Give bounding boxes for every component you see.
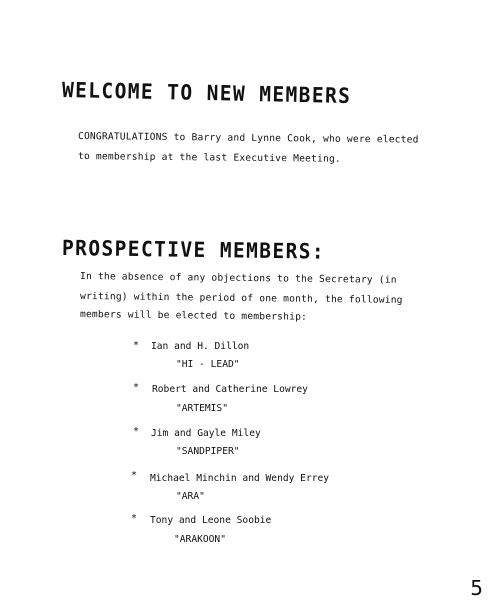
welcome-line-1: CONGRATULATIONS to Barry and Lynne Cook, who were elected: [77, 131, 419, 146]
member-boat: "ARAKOON": [174, 534, 226, 545]
prospective-line-1: In the absence of any objections to the Secretary (in: [79, 271, 397, 286]
bullet-star-icon: *: [131, 513, 138, 524]
prospective-line-2: writing) within the period of one month, the following: [79, 291, 403, 306]
bullet-star-icon: *: [133, 340, 140, 351]
member-names: Michael Minchin and Wendy Errey: [150, 473, 330, 484]
bullet-star-icon: *: [133, 382, 140, 393]
welcome-line-2: to membership at the last Executive Meeting.: [77, 151, 341, 165]
page-number: 5: [470, 576, 483, 600]
member-names: Tony and Leone Soobie: [150, 515, 272, 526]
member-names: Ian and H. Dillon: [151, 341, 250, 352]
member-boat: "SANDPIPER": [176, 446, 240, 457]
member-names: Jim and Gayle Miley: [151, 428, 261, 439]
bullet-star-icon: *: [131, 470, 138, 481]
member-boat: "HI - LEAD": [176, 359, 240, 370]
welcome-heading: WELCOME TO NEW MEMBERS: [61, 78, 352, 109]
member-names: Robert and Catherine Lowrey: [152, 384, 308, 395]
prospective-heading: PROSPECTIVE MEMBERS:: [61, 236, 326, 264]
member-boat: "ARTEMIS": [176, 403, 228, 414]
bullet-star-icon: *: [133, 426, 140, 437]
prospective-line-3: members will be elected to membership:: [79, 309, 308, 323]
member-boat: "ARA": [176, 491, 205, 502]
